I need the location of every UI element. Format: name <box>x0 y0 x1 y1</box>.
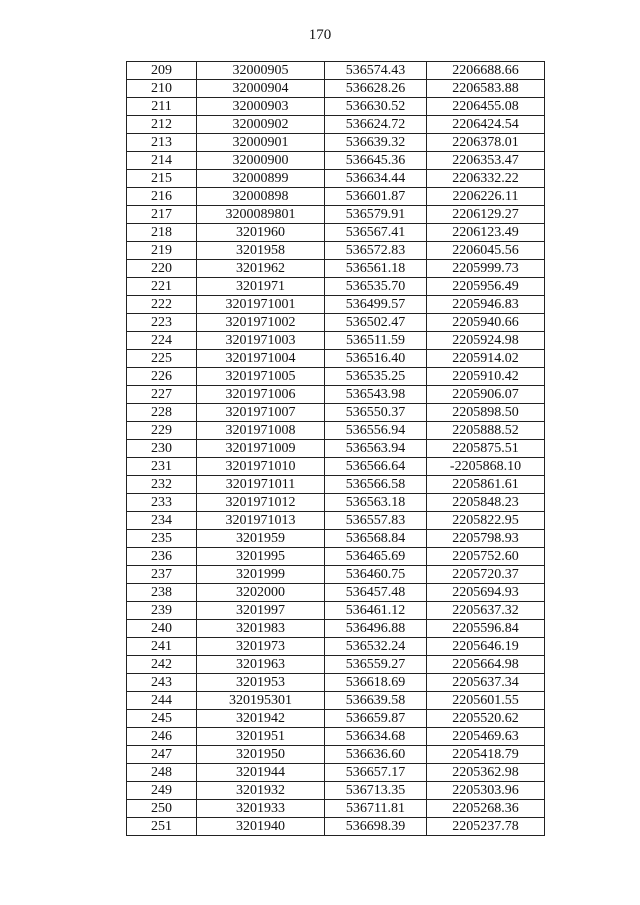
y-coordinate-cell: 2206332.22 <box>427 170 545 188</box>
y-coordinate-cell: 2205861.61 <box>427 476 545 494</box>
point-id-cell: 3201963 <box>197 656 325 674</box>
x-coordinate-cell: 536535.70 <box>325 278 427 296</box>
y-coordinate-cell: -2205868.10 <box>427 458 545 476</box>
point-id-cell: 3201940 <box>197 818 325 836</box>
table-row <box>127 332 545 350</box>
row-index-cell: 236 <box>127 548 197 566</box>
row-index-cell: 244 <box>127 692 197 710</box>
row-index-cell: 213 <box>127 134 197 152</box>
point-id-cell: 32000900 <box>197 152 325 170</box>
point-id-cell: 3201944 <box>197 764 325 782</box>
x-coordinate-cell: 536628.26 <box>325 80 427 98</box>
point-id-cell: 3201958 <box>197 242 325 260</box>
y-coordinate-cell: 2205694.93 <box>427 584 545 602</box>
row-index-cell: 222 <box>127 296 197 314</box>
table-row <box>127 728 545 746</box>
row-index-cell: 231 <box>127 458 197 476</box>
row-index-cell: 212 <box>127 116 197 134</box>
point-id-cell: 3201971008 <box>197 422 325 440</box>
row-index-cell: 233 <box>127 494 197 512</box>
y-coordinate-cell: 2205798.93 <box>427 530 545 548</box>
y-coordinate-cell: 2205237.78 <box>427 818 545 836</box>
table-row <box>127 314 545 332</box>
x-coordinate-cell: 536636.60 <box>325 746 427 764</box>
point-id-cell: 3201997 <box>197 602 325 620</box>
y-coordinate-cell: 2205999.73 <box>427 260 545 278</box>
y-coordinate-cell: 2206226.11 <box>427 188 545 206</box>
row-index-cell: 249 <box>127 782 197 800</box>
point-id-cell: 3201960 <box>197 224 325 242</box>
row-index-cell: 248 <box>127 764 197 782</box>
y-coordinate-cell: 2206353.47 <box>427 152 545 170</box>
point-id-cell: 32000904 <box>197 80 325 98</box>
x-coordinate-cell: 536657.17 <box>325 764 427 782</box>
table-row <box>127 710 545 728</box>
x-coordinate-cell: 536572.83 <box>325 242 427 260</box>
table-row <box>127 134 545 152</box>
point-id-cell: 3201971013 <box>197 512 325 530</box>
row-index-cell: 234 <box>127 512 197 530</box>
row-index-cell: 223 <box>127 314 197 332</box>
x-coordinate-cell: 536557.83 <box>325 512 427 530</box>
y-coordinate-cell: 2205646.19 <box>427 638 545 656</box>
x-coordinate-cell: 536461.12 <box>325 602 427 620</box>
row-index-cell: 227 <box>127 386 197 404</box>
point-id-cell: 3201950 <box>197 746 325 764</box>
table-row <box>127 386 545 404</box>
row-index-cell: 239 <box>127 602 197 620</box>
row-index-cell: 225 <box>127 350 197 368</box>
point-id-cell: 3201971009 <box>197 440 325 458</box>
x-coordinate-cell: 536559.27 <box>325 656 427 674</box>
point-id-cell: 32000902 <box>197 116 325 134</box>
y-coordinate-cell: 2205637.32 <box>427 602 545 620</box>
y-coordinate-cell: 2205888.52 <box>427 422 545 440</box>
point-id-cell: 3201962 <box>197 260 325 278</box>
point-id-cell: 3201971001 <box>197 296 325 314</box>
x-coordinate-cell: 536659.87 <box>325 710 427 728</box>
y-coordinate-cell: 2205469.63 <box>427 728 545 746</box>
y-coordinate-cell: 2205940.66 <box>427 314 545 332</box>
coordinates-table-body <box>127 62 545 836</box>
point-id-cell: 3202000 <box>197 584 325 602</box>
point-id-cell: 3201971007 <box>197 404 325 422</box>
table-row <box>127 764 545 782</box>
table-row <box>127 494 545 512</box>
y-coordinate-cell: 2206129.27 <box>427 206 545 224</box>
x-coordinate-cell: 536713.35 <box>325 782 427 800</box>
y-coordinate-cell: 2205898.50 <box>427 404 545 422</box>
table-row <box>127 368 545 386</box>
row-index-cell: 229 <box>127 422 197 440</box>
point-id-cell: 32000899 <box>197 170 325 188</box>
y-coordinate-cell: 2205664.98 <box>427 656 545 674</box>
x-coordinate-cell: 536566.58 <box>325 476 427 494</box>
table-row <box>127 818 545 836</box>
table-row <box>127 548 545 566</box>
x-coordinate-cell: 536563.18 <box>325 494 427 512</box>
table-row <box>127 206 545 224</box>
table-row <box>127 80 545 98</box>
page-number: 170 <box>308 27 332 43</box>
x-coordinate-cell: 536460.75 <box>325 566 427 584</box>
point-id-cell: 3201951 <box>197 728 325 746</box>
x-coordinate-cell: 536516.40 <box>325 350 427 368</box>
point-id-cell: 3201995 <box>197 548 325 566</box>
y-coordinate-cell: 2205906.07 <box>427 386 545 404</box>
x-coordinate-cell: 536556.94 <box>325 422 427 440</box>
y-coordinate-cell: 2206455.08 <box>427 98 545 116</box>
table-row <box>127 512 545 530</box>
x-coordinate-cell: 536496.88 <box>325 620 427 638</box>
x-coordinate-cell: 536502.47 <box>325 314 427 332</box>
y-coordinate-cell: 2205822.95 <box>427 512 545 530</box>
point-id-cell: 32000905 <box>197 62 325 80</box>
x-coordinate-cell: 536532.24 <box>325 638 427 656</box>
row-index-cell: 219 <box>127 242 197 260</box>
table-row <box>127 656 545 674</box>
point-id-cell: 3201932 <box>197 782 325 800</box>
x-coordinate-cell: 536567.41 <box>325 224 427 242</box>
y-coordinate-cell: 2205848.23 <box>427 494 545 512</box>
point-id-cell: 3201971011 <box>197 476 325 494</box>
x-coordinate-cell: 536579.91 <box>325 206 427 224</box>
table-row <box>127 296 545 314</box>
point-id-cell: 3201971010 <box>197 458 325 476</box>
table-row <box>127 476 545 494</box>
row-index-cell: 237 <box>127 566 197 584</box>
table-row <box>127 674 545 692</box>
table-row <box>127 224 545 242</box>
point-id-cell: 3201971004 <box>197 350 325 368</box>
point-id-cell: 3201999 <box>197 566 325 584</box>
table-row <box>127 350 545 368</box>
x-coordinate-cell: 536535.25 <box>325 368 427 386</box>
x-coordinate-cell: 536550.37 <box>325 404 427 422</box>
x-coordinate-cell: 536698.39 <box>325 818 427 836</box>
table-row <box>127 278 545 296</box>
x-coordinate-cell: 536563.94 <box>325 440 427 458</box>
x-coordinate-cell: 536639.32 <box>325 134 427 152</box>
row-index-cell: 247 <box>127 746 197 764</box>
table-row <box>127 152 545 170</box>
y-coordinate-cell: 2206583.88 <box>427 80 545 98</box>
table-row <box>127 692 545 710</box>
x-coordinate-cell: 536566.64 <box>325 458 427 476</box>
x-coordinate-cell: 536630.52 <box>325 98 427 116</box>
point-id-cell: 32000903 <box>197 98 325 116</box>
x-coordinate-cell: 536601.87 <box>325 188 427 206</box>
y-coordinate-cell: 2205924.98 <box>427 332 545 350</box>
point-id-cell: 3201973 <box>197 638 325 656</box>
y-coordinate-cell: 2205914.02 <box>427 350 545 368</box>
row-index-cell: 232 <box>127 476 197 494</box>
row-index-cell: 210 <box>127 80 197 98</box>
row-index-cell: 220 <box>127 260 197 278</box>
x-coordinate-cell: 536618.69 <box>325 674 427 692</box>
x-coordinate-cell: 536711.81 <box>325 800 427 818</box>
row-index-cell: 235 <box>127 530 197 548</box>
point-id-cell: 3201971005 <box>197 368 325 386</box>
table-row <box>127 62 545 80</box>
y-coordinate-cell: 2205637.34 <box>427 674 545 692</box>
row-index-cell: 217 <box>127 206 197 224</box>
row-index-cell: 243 <box>127 674 197 692</box>
y-coordinate-cell: 2205418.79 <box>427 746 545 764</box>
y-coordinate-cell: 2205520.62 <box>427 710 545 728</box>
y-coordinate-cell: 2205910.42 <box>427 368 545 386</box>
table-row <box>127 98 545 116</box>
point-id-cell: 3201971 <box>197 278 325 296</box>
x-coordinate-cell: 536568.84 <box>325 530 427 548</box>
point-id-cell: 3201942 <box>197 710 325 728</box>
x-coordinate-cell: 536511.59 <box>325 332 427 350</box>
table-row <box>127 188 545 206</box>
x-coordinate-cell: 536457.48 <box>325 584 427 602</box>
x-coordinate-cell: 536465.69 <box>325 548 427 566</box>
table-row <box>127 260 545 278</box>
x-coordinate-cell: 536634.44 <box>325 170 427 188</box>
row-index-cell: 242 <box>127 656 197 674</box>
row-index-cell: 250 <box>127 800 197 818</box>
y-coordinate-cell: 2205596.84 <box>427 620 545 638</box>
row-index-cell: 218 <box>127 224 197 242</box>
table-row <box>127 440 545 458</box>
y-coordinate-cell: 2205752.60 <box>427 548 545 566</box>
y-coordinate-cell: 2205601.55 <box>427 692 545 710</box>
table-row <box>127 602 545 620</box>
row-index-cell: 209 <box>127 62 197 80</box>
y-coordinate-cell: 2206424.54 <box>427 116 545 134</box>
table-row <box>127 746 545 764</box>
x-coordinate-cell: 536499.57 <box>325 296 427 314</box>
y-coordinate-cell: 2206378.01 <box>427 134 545 152</box>
point-id-cell: 3200089801 <box>197 206 325 224</box>
row-index-cell: 226 <box>127 368 197 386</box>
x-coordinate-cell: 536645.36 <box>325 152 427 170</box>
point-id-cell: 3201959 <box>197 530 325 548</box>
table-row <box>127 170 545 188</box>
table-row <box>127 116 545 134</box>
x-coordinate-cell: 536561.18 <box>325 260 427 278</box>
point-id-cell: 3201933 <box>197 800 325 818</box>
row-index-cell: 240 <box>127 620 197 638</box>
row-index-cell: 228 <box>127 404 197 422</box>
row-index-cell: 216 <box>127 188 197 206</box>
row-index-cell: 245 <box>127 710 197 728</box>
table-row <box>127 422 545 440</box>
row-index-cell: 241 <box>127 638 197 656</box>
y-coordinate-cell: 2205303.96 <box>427 782 545 800</box>
row-index-cell: 246 <box>127 728 197 746</box>
table-row <box>127 242 545 260</box>
y-coordinate-cell: 2205875.51 <box>427 440 545 458</box>
point-id-cell: 3201971003 <box>197 332 325 350</box>
table-row <box>127 620 545 638</box>
point-id-cell: 3201971012 <box>197 494 325 512</box>
row-index-cell: 224 <box>127 332 197 350</box>
x-coordinate-cell: 536543.98 <box>325 386 427 404</box>
row-index-cell: 215 <box>127 170 197 188</box>
table-row <box>127 530 545 548</box>
table-row <box>127 566 545 584</box>
x-coordinate-cell: 536634.68 <box>325 728 427 746</box>
table-row <box>127 800 545 818</box>
point-id-cell: 3201983 <box>197 620 325 638</box>
row-index-cell: 238 <box>127 584 197 602</box>
y-coordinate-cell: 2205946.83 <box>427 296 545 314</box>
y-coordinate-cell: 2205362.98 <box>427 764 545 782</box>
row-index-cell: 251 <box>127 818 197 836</box>
x-coordinate-cell: 536624.72 <box>325 116 427 134</box>
point-id-cell: 3201971006 <box>197 386 325 404</box>
point-id-cell: 320195301 <box>197 692 325 710</box>
point-id-cell: 3201953 <box>197 674 325 692</box>
table-row <box>127 584 545 602</box>
x-coordinate-cell: 536639.58 <box>325 692 427 710</box>
y-coordinate-cell: 2205268.36 <box>427 800 545 818</box>
point-id-cell: 32000898 <box>197 188 325 206</box>
y-coordinate-cell: 2206045.56 <box>427 242 545 260</box>
table-row <box>127 404 545 422</box>
row-index-cell: 221 <box>127 278 197 296</box>
y-coordinate-cell: 2205956.49 <box>427 278 545 296</box>
y-coordinate-cell: 2206688.66 <box>427 62 545 80</box>
point-id-cell: 3201971002 <box>197 314 325 332</box>
table-row <box>127 782 545 800</box>
coordinates-table <box>126 61 545 836</box>
y-coordinate-cell: 2205720.37 <box>427 566 545 584</box>
y-coordinate-cell: 2206123.49 <box>427 224 545 242</box>
row-index-cell: 211 <box>127 98 197 116</box>
point-id-cell: 32000901 <box>197 134 325 152</box>
row-index-cell: 230 <box>127 440 197 458</box>
row-index-cell: 214 <box>127 152 197 170</box>
x-coordinate-cell: 536574.43 <box>325 62 427 80</box>
table-row <box>127 458 545 476</box>
table-row <box>127 638 545 656</box>
